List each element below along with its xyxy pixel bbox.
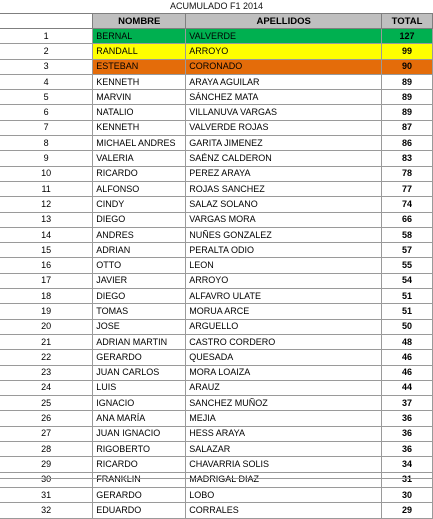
row-position[interactable]: 8 bbox=[0, 136, 93, 151]
row-position[interactable]: 17 bbox=[0, 273, 93, 288]
table-row bbox=[0, 258, 433, 273]
row-last-name[interactable]: ARROYO bbox=[186, 44, 382, 59]
row-total[interactable]: 87 bbox=[382, 120, 433, 135]
table-row bbox=[0, 426, 433, 441]
row-total[interactable]: 29 bbox=[382, 503, 433, 518]
table-row bbox=[0, 29, 433, 44]
table-row bbox=[0, 319, 433, 334]
row-last-name[interactable]: ALFAVRO ULATE bbox=[186, 289, 382, 304]
row-first-name[interactable]: TOMAS bbox=[93, 304, 186, 319]
header-position[interactable] bbox=[0, 14, 93, 29]
row-position[interactable]: 30 bbox=[0, 472, 93, 487]
row-first-name[interactable]: JUAN CARLOS bbox=[93, 365, 186, 380]
row-position[interactable]: 9 bbox=[0, 151, 93, 166]
row-total[interactable]: 78 bbox=[382, 166, 433, 181]
row-total[interactable]: 127 bbox=[382, 29, 433, 44]
row-first-name[interactable]: DIEGO bbox=[93, 289, 186, 304]
row-last-name[interactable]: LOBO bbox=[186, 487, 382, 502]
row-first-name[interactable]: BERNAL bbox=[93, 29, 186, 44]
row-last-name[interactable]: MORA LOAIZA bbox=[186, 365, 382, 380]
row-first-name[interactable]: RIGOBERTO bbox=[93, 442, 186, 457]
row-first-name[interactable]: JUAN IGNACIO bbox=[93, 426, 186, 441]
table-row bbox=[0, 289, 433, 304]
table-row bbox=[0, 181, 433, 196]
table-row bbox=[0, 197, 433, 212]
row-total[interactable]: 86 bbox=[382, 136, 433, 151]
table-row bbox=[0, 396, 433, 411]
row-position[interactable]: 23 bbox=[0, 365, 93, 380]
row-last-name[interactable]: GARITA JIMENEZ bbox=[186, 136, 382, 151]
row-first-name[interactable]: GERARDO bbox=[93, 487, 186, 502]
row-last-name[interactable]: VALVERDE bbox=[186, 29, 382, 44]
next-row-partial bbox=[0, 478, 433, 484]
row-total[interactable]: 46 bbox=[382, 365, 433, 380]
row-total[interactable]: 99 bbox=[382, 44, 433, 59]
row-first-name[interactable]: ANA MARÍA bbox=[93, 411, 186, 426]
table-row bbox=[0, 487, 433, 502]
row-total[interactable]: 51 bbox=[382, 289, 433, 304]
row-last-name[interactable]: SANCHEZ MUÑOZ bbox=[186, 396, 382, 411]
row-position[interactable]: 32 bbox=[0, 503, 93, 518]
row-first-name[interactable]: EDUARDO bbox=[93, 503, 186, 518]
row-total[interactable]: 44 bbox=[382, 380, 433, 395]
row-first-name[interactable]: ADRIAN MARTIN bbox=[93, 334, 186, 349]
row-first-name[interactable]: RICARDO bbox=[93, 457, 186, 472]
table-row bbox=[0, 59, 433, 74]
row-first-name[interactable]: DIEGO bbox=[93, 212, 186, 227]
row-first-name[interactable]: JOSE bbox=[93, 319, 186, 334]
table-row bbox=[0, 227, 433, 242]
table-row bbox=[0, 212, 433, 227]
row-total[interactable]: 46 bbox=[382, 350, 433, 365]
row-last-name[interactable]: CASTRO CORDERO bbox=[186, 334, 382, 349]
row-last-name[interactable]: ROJAS SANCHEZ bbox=[186, 181, 382, 196]
row-position[interactable]: 18 bbox=[0, 289, 93, 304]
table-row bbox=[0, 105, 433, 120]
row-position[interactable]: 26 bbox=[0, 411, 93, 426]
row-first-name[interactable]: IGNACIO bbox=[93, 396, 186, 411]
row-position[interactable]: 1 bbox=[0, 29, 93, 44]
row-position[interactable]: 14 bbox=[0, 227, 93, 242]
row-position[interactable]: 13 bbox=[0, 212, 93, 227]
row-position[interactable]: 22 bbox=[0, 350, 93, 365]
table-row bbox=[0, 120, 433, 135]
row-first-name[interactable]: ANDRES bbox=[93, 227, 186, 242]
row-first-name[interactable]: LUIS bbox=[93, 380, 186, 395]
row-position[interactable]: 29 bbox=[0, 457, 93, 472]
row-last-name[interactable]: PEREZ ARAYA bbox=[186, 166, 382, 181]
standings-rows bbox=[0, 29, 433, 519]
row-last-name[interactable]: ARAUZ bbox=[186, 380, 382, 395]
row-first-name[interactable]: RICARDO bbox=[93, 166, 186, 181]
row-total[interactable]: 74 bbox=[382, 197, 433, 212]
row-position[interactable]: 25 bbox=[0, 396, 93, 411]
header-total[interactable]: TOTAL bbox=[382, 14, 433, 29]
row-first-name[interactable]: GERARDO bbox=[93, 350, 186, 365]
row-first-name[interactable]: NATALIO bbox=[93, 105, 186, 120]
row-total[interactable]: 30 bbox=[382, 487, 433, 502]
row-last-name[interactable]: SAÉNZ CALDERON bbox=[186, 151, 382, 166]
row-last-name[interactable]: ARGUELLO bbox=[186, 319, 382, 334]
row-total[interactable]: 83 bbox=[382, 151, 433, 166]
row-position[interactable]: 20 bbox=[0, 319, 93, 334]
row-last-name[interactable]: ARROYO bbox=[186, 273, 382, 288]
row-position[interactable]: 12 bbox=[0, 197, 93, 212]
row-total[interactable]: 57 bbox=[382, 243, 433, 258]
row-position[interactable]: 4 bbox=[0, 74, 93, 89]
table-row bbox=[0, 166, 433, 181]
table-row bbox=[0, 334, 433, 349]
table-row bbox=[0, 44, 433, 59]
row-position[interactable]: 2 bbox=[0, 44, 93, 59]
row-last-name[interactable]: SALAZ SOLANO bbox=[186, 197, 382, 212]
row-last-name[interactable]: VARGAS MORA bbox=[186, 212, 382, 227]
row-total[interactable]: 34 bbox=[382, 457, 433, 472]
row-position[interactable]: 15 bbox=[0, 243, 93, 258]
table-row bbox=[0, 151, 433, 166]
row-first-name[interactable]: OTTO bbox=[93, 258, 186, 273]
table-row bbox=[0, 442, 433, 457]
row-position[interactable]: 6 bbox=[0, 105, 93, 120]
table-row bbox=[0, 90, 433, 105]
row-last-name[interactable]: VILLANUVA VARGAS bbox=[186, 105, 382, 120]
row-position[interactable]: 16 bbox=[0, 258, 93, 273]
row-first-name[interactable]: ESTEBAN bbox=[93, 59, 186, 74]
row-position[interactable]: 28 bbox=[0, 442, 93, 457]
row-first-name[interactable]: FRANKLIN bbox=[93, 472, 186, 487]
row-position[interactable]: 19 bbox=[0, 304, 93, 319]
row-first-name[interactable]: RANDALL bbox=[93, 44, 186, 59]
row-last-name[interactable]: ARAYA AGUILAR bbox=[186, 74, 382, 89]
row-last-name[interactable]: MEJIA bbox=[186, 411, 382, 426]
row-position[interactable]: 5 bbox=[0, 90, 93, 105]
row-last-name[interactable]: CORONADO bbox=[186, 59, 382, 74]
row-last-name[interactable]: SALAZAR bbox=[186, 442, 382, 457]
row-total[interactable]: 31 bbox=[382, 472, 433, 487]
row-total[interactable]: 51 bbox=[382, 304, 433, 319]
row-last-name[interactable]: SÁNCHEZ MATA bbox=[186, 90, 382, 105]
table-row bbox=[0, 380, 433, 395]
row-last-name[interactable]: HESS ARAYA bbox=[186, 426, 382, 441]
row-total[interactable]: 90 bbox=[382, 59, 433, 74]
row-first-name[interactable]: ADRIAN bbox=[93, 243, 186, 258]
row-total[interactable]: 89 bbox=[382, 74, 433, 89]
row-position[interactable]: 24 bbox=[0, 380, 93, 395]
row-first-name[interactable]: KENNETH bbox=[93, 120, 186, 135]
row-last-name[interactable]: CHAVARRIA SOLIS bbox=[186, 457, 382, 472]
row-last-name[interactable]: LEON bbox=[186, 258, 382, 273]
row-first-name[interactable]: ALFONSO bbox=[93, 181, 186, 196]
row-total[interactable]: 77 bbox=[382, 181, 433, 196]
row-total[interactable]: 89 bbox=[382, 90, 433, 105]
row-first-name[interactable]: MARVIN bbox=[93, 90, 186, 105]
row-position[interactable]: 21 bbox=[0, 334, 93, 349]
row-total[interactable]: 36 bbox=[382, 411, 433, 426]
table-row bbox=[0, 304, 433, 319]
row-position[interactable]: 7 bbox=[0, 120, 93, 135]
row-last-name[interactable]: MORUA ARCE bbox=[186, 304, 382, 319]
row-total[interactable]: 54 bbox=[382, 273, 433, 288]
row-last-name[interactable]: QUESADA bbox=[186, 350, 382, 365]
table-row bbox=[0, 243, 433, 258]
row-position[interactable]: 27 bbox=[0, 426, 93, 441]
header-row bbox=[0, 14, 433, 29]
table-row bbox=[0, 411, 433, 426]
sheet-title: ACUMULADO F1 2014 bbox=[169, 1, 264, 11]
table-row bbox=[0, 136, 433, 151]
table-row bbox=[0, 350, 433, 365]
row-total[interactable]: 36 bbox=[382, 426, 433, 441]
row-total[interactable]: 48 bbox=[382, 334, 433, 349]
row-total[interactable]: 37 bbox=[382, 396, 433, 411]
table-row bbox=[0, 503, 433, 518]
row-total[interactable]: 55 bbox=[382, 258, 433, 273]
row-position[interactable]: 11 bbox=[0, 181, 93, 196]
row-position[interactable]: 31 bbox=[0, 487, 93, 502]
table-row bbox=[0, 273, 433, 288]
row-total[interactable]: 58 bbox=[382, 227, 433, 242]
row-last-name[interactable]: NUÑES GONZALEZ bbox=[186, 227, 382, 242]
table-row bbox=[0, 457, 433, 472]
row-first-name[interactable]: MICHAEL ANDRES bbox=[93, 136, 186, 151]
row-last-name[interactable]: PERALTA ODIO bbox=[186, 243, 382, 258]
row-total[interactable]: 36 bbox=[382, 442, 433, 457]
row-position[interactable]: 3 bbox=[0, 59, 93, 74]
row-first-name[interactable]: KENNETH bbox=[93, 74, 186, 89]
row-total[interactable]: 66 bbox=[382, 212, 433, 227]
standings-table bbox=[0, 13, 433, 519]
row-first-name[interactable]: CINDY bbox=[93, 197, 186, 212]
row-last-name[interactable]: CORRALES bbox=[186, 503, 382, 518]
header-last-name[interactable]: APELLIDOS bbox=[186, 14, 382, 29]
header-first-name[interactable]: NOMBRE bbox=[93, 14, 186, 29]
row-total[interactable]: 50 bbox=[382, 319, 433, 334]
row-last-name[interactable]: VALVERDE ROJAS bbox=[186, 120, 382, 135]
row-position[interactable]: 10 bbox=[0, 166, 93, 181]
row-last-name[interactable]: MADRIGAL DIAZ bbox=[186, 472, 382, 487]
table-row bbox=[0, 74, 433, 89]
row-total[interactable]: 89 bbox=[382, 105, 433, 120]
row-first-name[interactable]: VALERIA bbox=[93, 151, 186, 166]
row-first-name[interactable]: JAVIER bbox=[93, 273, 186, 288]
table-row bbox=[0, 365, 433, 380]
